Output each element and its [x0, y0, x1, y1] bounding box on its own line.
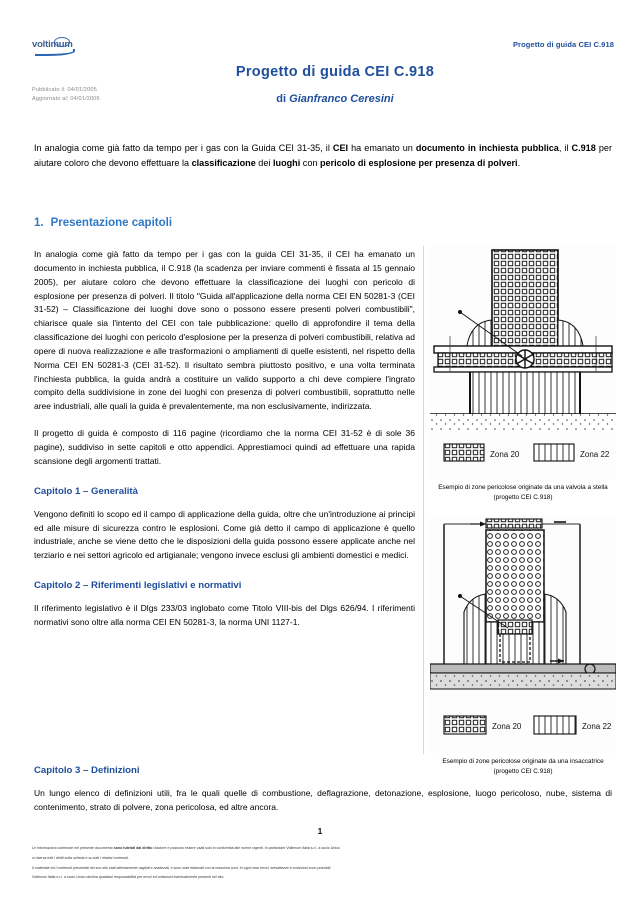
paragraph: Il progetto di guida è composto di 116 pagine (ricordiamo che la norma CEI 31-52 è di sole 36 pagine), suddiviso in sette capitoli e otto appendici. Apprestiamoci quindi ad effettuare una rapida scansione degli argomenti trattati. [34, 428, 415, 466]
section-title: Presentazione capitoli [50, 217, 173, 229]
figure-caption: Esempio di zone pericolose originate da una valvola a stella (progetto CEI C.918) [438, 484, 608, 501]
footer-line: Le informazioni contenute nel presente documento sono tutelati dal diritto d'autore e possono essere usati solo in conformità alle norme vigenti. In particolare Voltimum Italia s.r.l. a socio Unico [32, 846, 340, 850]
chapter-heading: Capitolo 3 – Definizioni [34, 765, 140, 776]
figure-1 [430, 246, 616, 502]
paragraph: Un lungo elenco di definizioni utili, fra le quali quelle di combustione, deflagrazione, detonazione, esplosione, luogo pericoloso, nube, sistema di contenimento, strato di polvere, zona pericolosa, ed altre ancora. [34, 788, 612, 812]
updated-date: Aggiornato al: 04/01/2005 [32, 95, 100, 102]
paragraph: Il riferimento legislativo è il Dlgs 233/03 inglobato come Titolo VIII-bis del Dlgs 626/94. I riferimenti normativi sono oltre alla norma CEI EN 50281-3, la norma UNI 1127-1. [34, 603, 415, 627]
publication-meta [32, 86, 100, 103]
paragraph: In analogia come già fatto da tempo per i gas con la guida CEI 31-35, il CEI ha emanato un documento in inchiesta pubblica, il C.918 (la scadenza per inviare commenti è fissata al 15 gennaio 2005), per aiutare coloro che devono effettuare la classificazione dei luoghi con pericolo di esplosione per presenza di polveri. Il titolo "Guida all'applicazione della norma CEI EN 50281-3 (CEI 31-52) – Classificazione dei luoghi dove sono o possono essere presenti polveri combustibili", chiarisce quale sia l'intento del CEI con tale pubblicazione: quello di approfondire il tema della classificazione dei luoghi con pericolo d'esplosione per la presenza di polveri combustibili, relativa ad opere di nuova realizzazione e alle trasformazioni o ampliamenti di quelle esistenti, nel rispetto della Norma CEI EN 50281-3 (CEI 31-52). Il risultato sembra piuttosto positivo, e una volta terminata l'inchiesta pubblica, la guida andrà a costituire un valido supporto a chi deve compiere l'ingrato compito della suddivisione in zone dei luoghi con presenza di polveri combustibili, soprattutto nelle aree industriali, alle quali la guida è prevalentemente, ma non esclusivamente, indirizzata. [34, 249, 415, 412]
paragraph: Vengono definiti lo scopo ed il campo di applicazione della guida, oltre che un'introduzione ai principi ed alle misure di sicurezza contro le esplosioni. Come già detto il campo di applicazione è quello industriale, anche se viene detto che le disposizioni della guida possono essere applicate anche nel terziario e nei settori agricolo ed artigianale; vengono invece esclusi gli ambienti domestici e medici. [34, 508, 415, 561]
section-heading [34, 217, 172, 229]
column-divider [423, 246, 424, 754]
svg-text:Zona 20: Zona 20 [490, 450, 520, 459]
bagging-machine-hazard-zones-diagram [430, 516, 616, 753]
author-name: Gianfranco Ceresini [289, 93, 394, 105]
voltimum-logo-text: voltimum [32, 39, 73, 50]
figure-column [430, 246, 616, 790]
rotary-valve-hazard-zones-diagram [430, 246, 616, 479]
page-number: 1 [317, 827, 323, 836]
intro-block [34, 248, 415, 469]
abstract-paragraph: In analogia come già fatto da tempo per i gas con la Guida CEI 31-35, il CEI ha emanato un documento in inchiesta pubblica, il C.918 per aiutare coloro che devono effettuare la classificazione dei luoghi con pericolo di esplosione per presenza di polveri. [34, 143, 612, 168]
svg-text:Zona 22: Zona 22 [582, 722, 612, 732]
footer-line: Il materiale ed i contenuti presentati nel suo sito stati attentamente vagliati e analizzati, e sono stati elaborati con la massima cura. In ogni caso errori, inesattezze e omissioni sono possibili. [32, 865, 332, 870]
footer-disclaimer [32, 845, 612, 884]
author-prefix: di [276, 93, 290, 105]
section-number: 1. [34, 217, 44, 229]
published-date: Pubblicato il: 04/01/2005 [32, 87, 98, 93]
figure-caption: Esempio di zone pericolose originate da una insaccatrice (progetto CEI C.918) [442, 758, 604, 775]
main-text-column [34, 248, 415, 647]
page-title: Progetto di guida CEI C.918 [235, 64, 435, 80]
chapter-heading: Capitolo 2 – Riferimenti legislativi e normativi [34, 580, 242, 592]
voltimum-logo[interactable] [32, 38, 94, 54]
footer-line: Voltimum Italia s.r.l. a socio Unico declina qualsiasi responsabilità per errori ed omissioni eventualmente presenti nel sito. [32, 875, 225, 880]
figure-2 [430, 516, 616, 776]
footer-line: si riserva tutti i diritti sulla scheda e su tutti i relativi contenuti. [32, 855, 129, 860]
running-header: Progetto di guida CEI C.918 [512, 40, 614, 49]
chapter-block-2 [34, 580, 415, 630]
voltimum-logo-swoosh-icon [35, 49, 75, 56]
voltimum-logo-ring-icon [54, 37, 70, 47]
chapter-block-1 [34, 486, 415, 563]
svg-text:Zona 20: Zona 20 [492, 722, 522, 732]
chapter-heading: Capitolo 1 – Generalità [34, 485, 138, 497]
svg-text:Zona 22: Zona 22 [580, 450, 610, 459]
